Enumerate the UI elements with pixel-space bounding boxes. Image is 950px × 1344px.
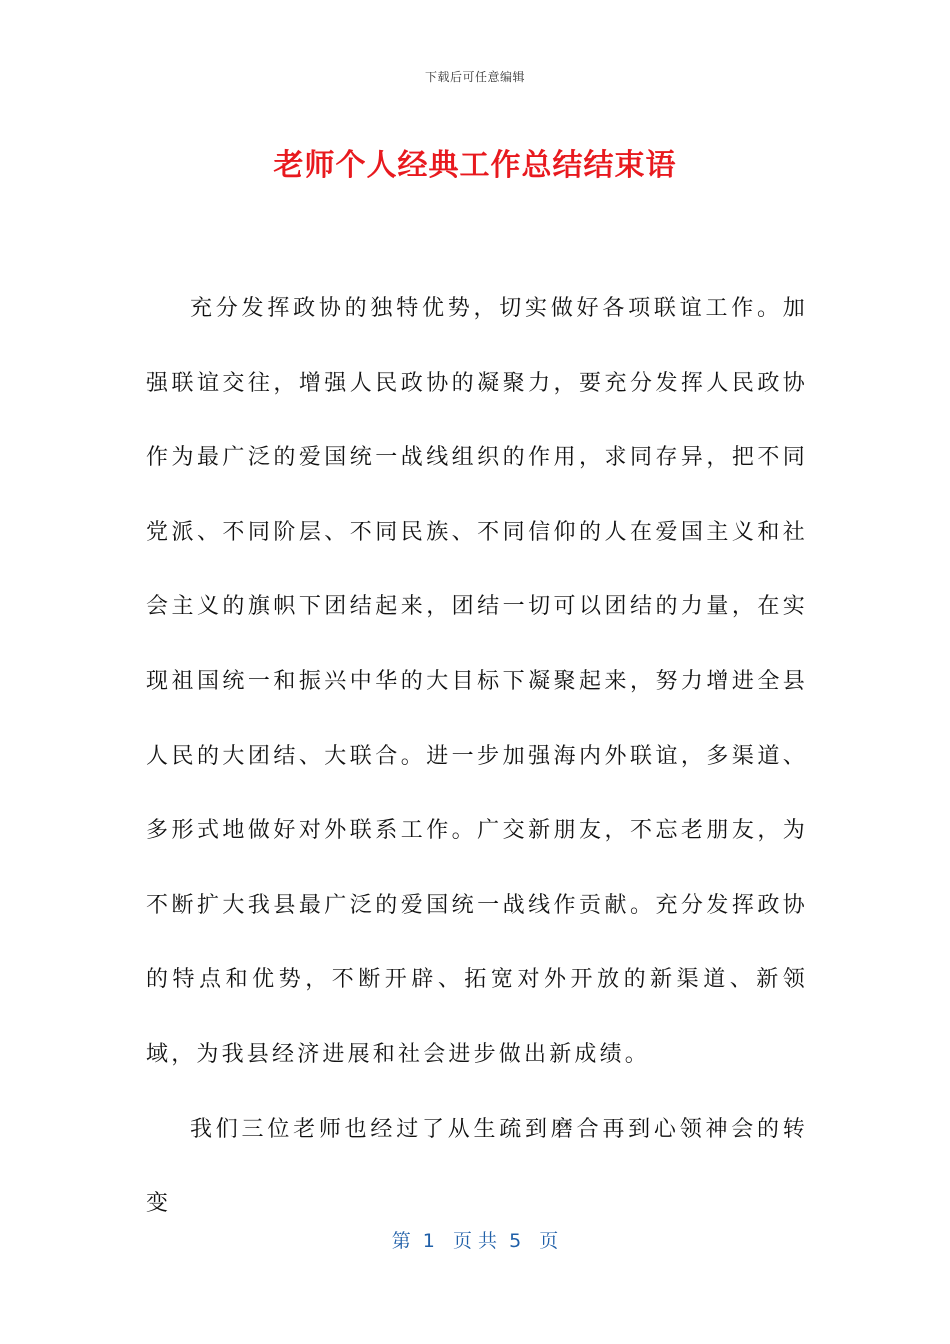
header-note: 下载后可任意编辑 [424, 70, 525, 84]
document-title: 老师个人经典工作总结结束语 [273, 148, 677, 183]
paragraph: 充分发挥政协的独特优势，切实做好各项联谊工作。加强联谊交往，增强人民政协的凝聚力，要充分发挥人民政协作为最广泛的爱国统一战线组织的作用，求同存异，把不同党派、不同阶层、不同民族、不同信仰的人在爱国主义和社会主义的旗帜下团结起来，团结一切可以团结的力量，在实现祖国统一和振兴中华的大目标下凝聚起来，努力增进全县人民的大团结、大联合。进一步加强海内外联谊，多渠道、多形式地做好对外联系工作。广交新朋友，不忘老朋友，为不断扩大我县最广泛的爱国统一战线作贡献。充分发挥政协的特点和优势，不断开辟、拓宽对外开放的新渠道、新领域，为我县经济进展和社会进步做出新成绩。 [146, 296, 808, 1067]
page-indicator: 第 1 页 共 5 页 [391, 1230, 559, 1252]
paragraph: 我们三位老师也经过了从生疏到磨合再到心领神会的转变 [146, 1116, 808, 1217]
document-body [146, 272, 808, 1242]
